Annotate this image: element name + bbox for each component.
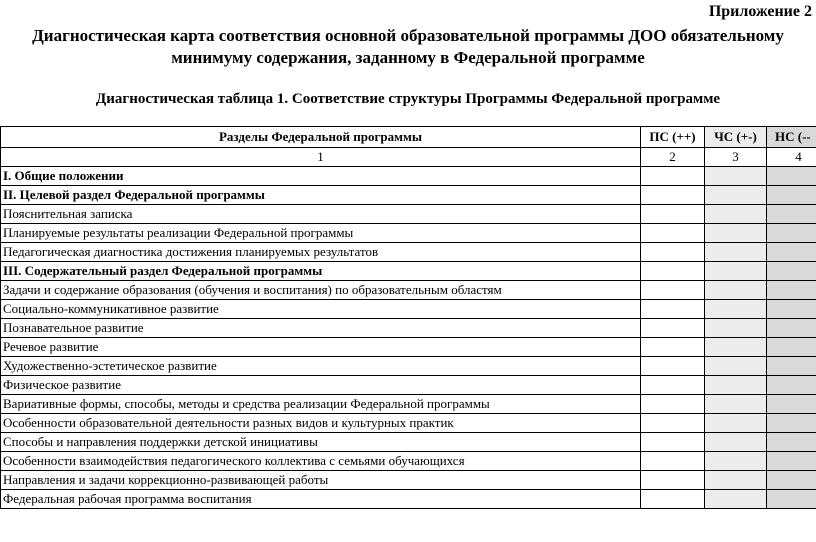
ns-cell[interactable] (767, 433, 816, 452)
table-row (1, 395, 816, 414)
chs-cell[interactable] (705, 433, 767, 452)
table-row (1, 376, 816, 395)
section-name-cell: Педагогическая диагностика достижения планируемых результатов (1, 243, 641, 262)
chs-cell[interactable] (705, 262, 767, 281)
ns-cell[interactable] (767, 167, 816, 186)
section-name-cell: Художественно-эстетическое развитие (1, 357, 641, 376)
table-row (1, 471, 816, 490)
chs-cell[interactable] (705, 395, 767, 414)
chs-cell[interactable] (705, 376, 767, 395)
table-row (1, 452, 816, 471)
ps-cell[interactable] (641, 452, 705, 471)
column-number: 1 (1, 148, 641, 167)
section-name-cell: II. Целевой раздел Федеральной программы (1, 186, 641, 205)
section-name-cell: Речевое развитие (1, 338, 641, 357)
ps-cell[interactable] (641, 395, 705, 414)
table-row (1, 300, 816, 319)
ns-cell[interactable] (767, 452, 816, 471)
ns-cell[interactable] (767, 395, 816, 414)
table-row (1, 433, 816, 452)
ps-cell[interactable] (641, 281, 705, 300)
ns-cell[interactable] (767, 243, 816, 262)
ps-cell[interactable] (641, 243, 705, 262)
diagnostic-table (0, 126, 816, 509)
ps-cell[interactable] (641, 186, 705, 205)
ps-cell[interactable] (641, 338, 705, 357)
section-name-cell: Способы и направления поддержки детской инициативы (1, 433, 641, 452)
column-number: 4 (767, 148, 816, 167)
section-name-cell: Особенности образовательной деятельности разных видов и культурных практик (1, 414, 641, 433)
section-name-cell: Пояснительная записка (1, 205, 641, 224)
section-name-cell: III. Содержательный раздел Федеральной программы (1, 262, 641, 281)
ns-cell[interactable] (767, 205, 816, 224)
table-row (1, 224, 816, 243)
ps-cell[interactable] (641, 490, 705, 509)
section-name-cell: Познавательное развитие (1, 319, 641, 338)
column-number: 3 (705, 148, 767, 167)
chs-cell[interactable] (705, 357, 767, 376)
chs-cell[interactable] (705, 281, 767, 300)
section-name-cell: Задачи и содержание образования (обучения и воспитания) по образовательным областям (1, 281, 641, 300)
ns-cell[interactable] (767, 414, 816, 433)
section-name-cell: Особенности взаимодействия педагогического коллектива с семьями обучающихся (1, 452, 641, 471)
column-header-chs: ЧС (+-) (705, 127, 767, 148)
chs-cell[interactable] (705, 224, 767, 243)
table-row (1, 205, 816, 224)
ns-cell[interactable] (767, 376, 816, 395)
table-caption: Диагностическая таблица 1. Соответствие структуры Программы Федеральной программе (95, 91, 721, 107)
title-line-1: Диагностическая карта соответствия основной образовательной программы ДОО обязательному (32, 26, 784, 45)
table-row (1, 262, 816, 281)
ns-cell[interactable] (767, 490, 816, 509)
section-name-cell: Физическое развитие (1, 376, 641, 395)
ps-cell[interactable] (641, 205, 705, 224)
ns-cell[interactable] (767, 262, 816, 281)
section-name-cell: Федеральная рабочая программа воспитания (1, 490, 641, 509)
table-row (1, 167, 816, 186)
ns-cell[interactable] (767, 300, 816, 319)
chs-cell[interactable] (705, 319, 767, 338)
ps-cell[interactable] (641, 471, 705, 490)
ns-cell[interactable] (767, 338, 816, 357)
chs-cell[interactable] (705, 243, 767, 262)
document-title (0, 25, 816, 69)
section-name-cell: I. Общие положении (1, 167, 641, 186)
chs-cell[interactable] (705, 205, 767, 224)
ns-cell[interactable] (767, 281, 816, 300)
column-header-sections: Разделы Федеральной программы (1, 127, 641, 148)
section-name-cell: Планируемые результаты реализации Федеральной программы (1, 224, 641, 243)
chs-cell[interactable] (705, 414, 767, 433)
table-row (1, 319, 816, 338)
ns-cell[interactable] (767, 471, 816, 490)
chs-cell[interactable] (705, 186, 767, 205)
section-name-cell: Социально-коммуникативное развитие (1, 300, 641, 319)
ps-cell[interactable] (641, 319, 705, 338)
chs-cell[interactable] (705, 300, 767, 319)
ps-cell[interactable] (641, 167, 705, 186)
diagnostic-table-container (0, 126, 816, 509)
column-header-ps: ПС (++) (641, 127, 705, 148)
table-row (1, 281, 816, 300)
table-row (1, 414, 816, 433)
ps-cell[interactable] (641, 224, 705, 243)
table-row (1, 490, 816, 509)
chs-cell[interactable] (705, 471, 767, 490)
ns-cell[interactable] (767, 357, 816, 376)
table-row (1, 243, 816, 262)
table-row (1, 338, 816, 357)
chs-cell[interactable] (705, 338, 767, 357)
title-line-2: минимуму содержания, заданному в Федеральной программе (171, 48, 645, 67)
column-header-ns: НС (-- (767, 127, 816, 148)
table-row (1, 357, 816, 376)
ps-cell[interactable] (641, 262, 705, 281)
ps-cell[interactable] (641, 300, 705, 319)
section-name-cell: Вариативные формы, способы, методы и средства реализации Федеральной программы (1, 395, 641, 414)
ps-cell[interactable] (641, 376, 705, 395)
table-header-row (1, 127, 816, 148)
appendix-label: Приложение 2 (708, 3, 812, 20)
table-row (1, 186, 816, 205)
chs-cell[interactable] (705, 490, 767, 509)
column-number: 2 (641, 148, 705, 167)
chs-cell[interactable] (705, 452, 767, 471)
ns-cell[interactable] (767, 224, 816, 243)
ps-cell[interactable] (641, 433, 705, 452)
ns-cell[interactable] (767, 319, 816, 338)
ps-cell[interactable] (641, 414, 705, 433)
section-name-cell: Направления и задачи коррекционно-развивающей работы (1, 471, 641, 490)
ns-cell[interactable] (767, 186, 816, 205)
column-number-row (1, 148, 816, 167)
chs-cell[interactable] (705, 167, 767, 186)
ps-cell[interactable] (641, 357, 705, 376)
